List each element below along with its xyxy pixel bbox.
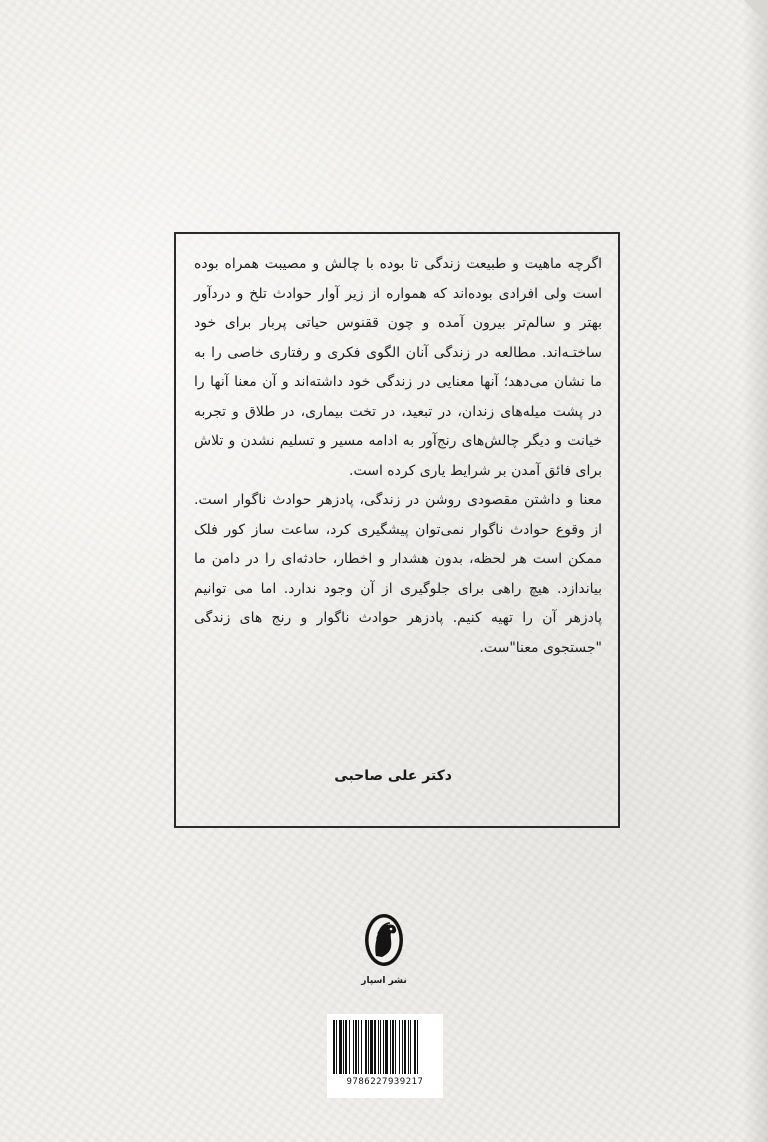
barcode-bars — [333, 1020, 437, 1074]
blurb-paragraph-2: معنا و داشتن مقصودی روشن در زندگی، پادزهر حوادث ناگوار است. از وقوع حوادث ناگوار نمی‌توان پیشگیری کرد، ساعت ساز کور فلک ممکن است هر لحظه، بدون هشدار و اخطار، حادثه‌ای را در دامن ما بیاندازد. هیچ راهی برای جلوگیری از آن وجود ندارد. اما می توانیم پادزهر آن را تهیه کنیم. پادزهر حوادث ناگوار و رنج های زندگی "جستجوی معنا"ست. — [194, 492, 602, 656]
blurb-box — [174, 232, 620, 828]
cover-corner — [728, 0, 768, 40]
horse-head-logo-icon — [362, 912, 406, 974]
author-name: دکتر علی صاحبی — [334, 768, 452, 784]
isbn-number: 9786227939217 — [346, 1077, 424, 1087]
publisher-logo — [358, 912, 410, 992]
cover-edge-shadow — [742, 0, 768, 1142]
blurb-text — [194, 250, 602, 663]
isbn-barcode — [327, 1014, 443, 1098]
barcode-bar — [418, 1020, 420, 1074]
blurb-paragraph-1: اگرچه ماهیت و طبیعت زندگی تا بوده با چالش و مصیبت همراه بوده است ولی افرادی بوده‌اند که همواره از زیر آوار حوادث تلخ و دردآور بهتر و سالم‌تر بیرون آمده و چون ققنوس حیاتی پربار برای خود ساختـه‌اند. مطالعه در زندگی آنان الگوی فکری و رفتاری خاصی را به ما نشان می‌دهد؛ آنها معنایی در زندگی خود داشته‌اند و آن معنا آنها را در پشت میله‌های زندان، در تبعید، در تخت بیماری، در طلاق و تجربه خیانت و دیگر چالش‌های رنج‌آور به ادامه مسیر و تسلیم نشدن و تلاش برای فائق آمدن بر شرایط یاری کرده است. — [194, 256, 602, 479]
publisher-name: نشر اسپار — [361, 976, 407, 986]
